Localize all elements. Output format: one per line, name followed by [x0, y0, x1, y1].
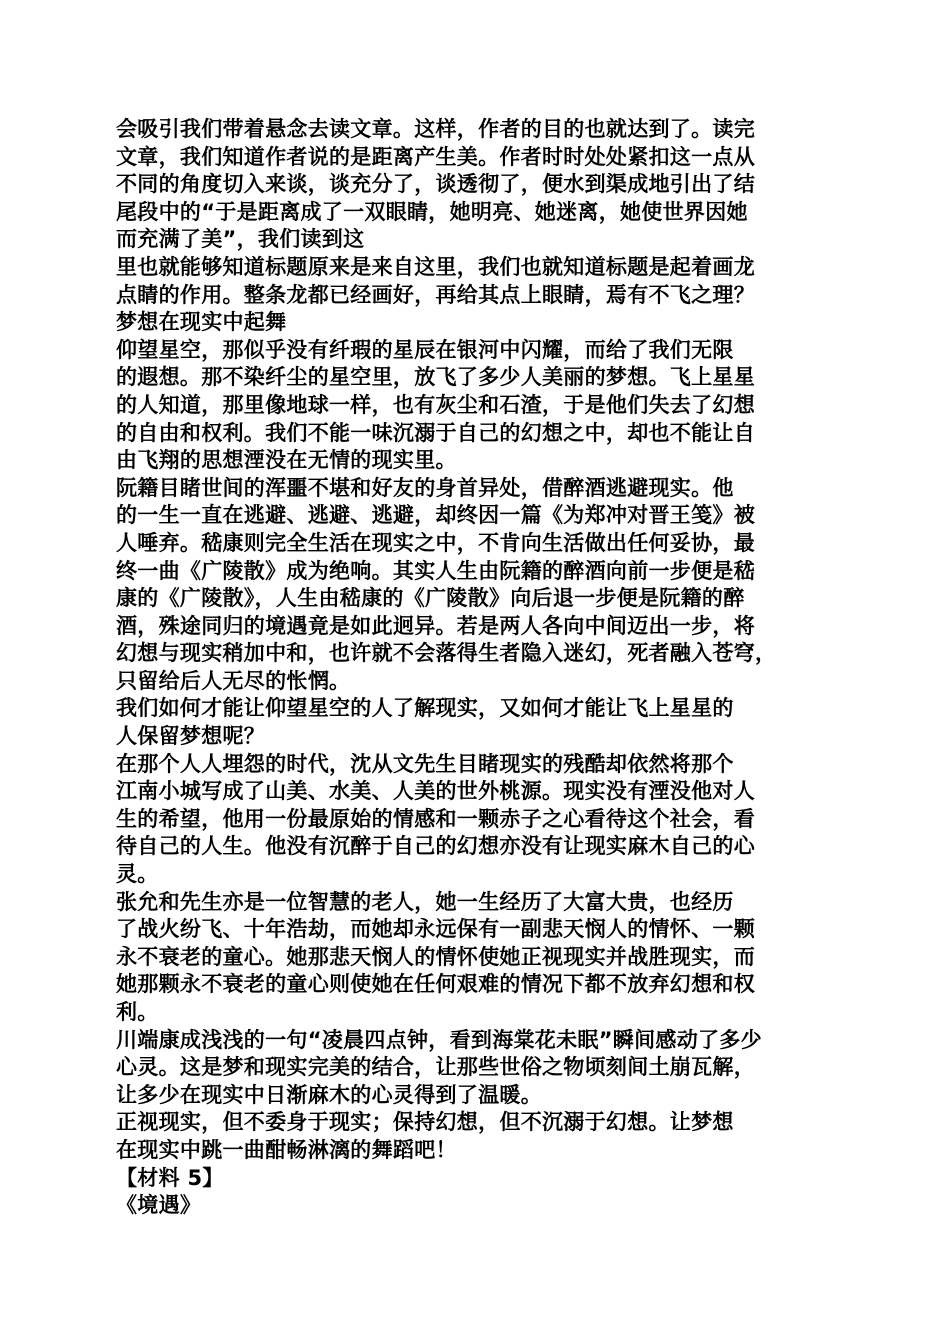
text-line: 的自由和权利。我们不能一味沉溺于自己的幻想之中，却也不能让自: [116, 420, 755, 445]
text-line: 在那个人人埋怨的时代，沈从文先生目睹现实的残酷却依然将那个: [116, 751, 734, 776]
text-line: 终一曲《广陵散》成为绝响。其实人生由阮籍的醉酒向前一步便是嵇: [116, 558, 755, 583]
text-line: 酒，殊途同归的境遇竟是如此迥异。若是两人各向中间迈出一步，将: [116, 613, 755, 638]
section-title: 《境遇》: [116, 1193, 202, 1218]
text-line: 她那颗永不衰老的童心则使她在任何艰难的情况下都不放弃幻想和权: [116, 972, 755, 997]
essay-title: 梦想在现实中起舞: [116, 310, 287, 335]
text-line: 尾段中的“于是距离成了一双眼睛，她明亮、她迷离，她使世界因她: [116, 199, 748, 224]
text-line: 我们如何才能让仰望星空的人了解现实，又如何才能让飞上星星的: [116, 696, 734, 721]
text-line: 阮籍目睹世间的浑噩不堪和好友的身首异处，借醉酒逃避现实。他: [116, 475, 734, 500]
text-line: 人唾弃。嵇康则完全生活在现实之中，不肯向生活做出任何妥协，最: [116, 530, 755, 555]
text-line: 只留给后人无尽的怅惘。: [116, 668, 351, 693]
text-line: 永不衰老的童心。她那悲天悯人的情怀使她正视现实并战胜现实，而: [116, 944, 755, 969]
text-line: 的人知道，那里像地球一样，也有灰尘和石渣，于是他们失去了幻想: [116, 392, 755, 417]
text-line: 在现实中跳一曲酣畅淋漓的舞蹈吧！: [116, 1137, 457, 1162]
text-line: 文章，我们知道作者说的是距离产生美。作者时时处处紧扣这一点从: [116, 144, 755, 169]
text-line: 灵。: [116, 862, 159, 887]
text-line: 待自己的人生。他没有沉醉于自己的幻想亦没有让现实麻木自己的心: [116, 834, 755, 859]
text-line: 利。: [116, 1000, 159, 1024]
text-line: 点睛的作用。整条龙都已经画好，再给其点上眼睛，焉有不飞之理？: [116, 282, 755, 307]
text-line: 而充满了美”，我们读到这: [116, 227, 365, 252]
text-line: 张允和先生亦是一位智慧的老人，她一生经历了大富大贵，也经历: [116, 889, 734, 914]
text-line: 不同的角度切入来谈，谈充分了，谈透彻了，便水到渠成地引出了结: [116, 172, 755, 197]
text-line: 川端康成浅浅的一句“凌晨四点钟，看到海棠花未眠”瞬间感动了多少: [116, 1027, 762, 1052]
document-body: [116, 116, 852, 1220]
text-line: 由飞翔的思想湮没在无情的现实里。: [116, 448, 457, 473]
text-line: 会吸引我们带着悬念去读文章。这样，作者的目的也就达到了。读完: [116, 117, 755, 141]
text-line: 让多少在现实中日渐麻木的心灵得到了温暖。: [116, 1082, 542, 1107]
text-line: 江南小城写成了山美、水美、人美的世外桃源。现实没有湮没他对人: [116, 779, 755, 804]
text-line: 人保留梦想呢？: [116, 724, 266, 749]
text-line: 了战火纷飞、十年浩劫，而她却永远保有一副悲天悯人的情怀、一颗: [116, 917, 755, 942]
text-line: 里也就能够知道标题原来是来自这里，我们也就知道标题是起着画龙: [116, 254, 755, 279]
text-line: 幻想与现实稍加中和，也许就不会落得生者隐入迷幻，死者融入苍穹，: [116, 641, 777, 666]
text-line: 的遐想。那不染纤尘的星空里，放飞了多少人美丽的梦想。飞上星星: [116, 365, 755, 390]
material-heading: 【材料 5】: [116, 1165, 224, 1190]
text-line: 的一生一直在逃避、逃避、逃避，却终因一篇《为郑冲对晋王笺》被: [116, 503, 755, 528]
text-line: 正视现实，但不委身于现实；保持幻想，但不沉溺于幻想。让梦想: [116, 1110, 734, 1135]
text-line: 康的《广陵散》，人生由嵇康的《广陵散》向后退一步便是阮籍的醉: [116, 586, 745, 611]
text-line: 生的希望，他用一份最原始的情感和一颗赤子之心看待这个社会，看: [116, 806, 755, 831]
text-line: 心灵。这是梦和现实完美的结合，让那些世俗之物顷刻间土崩瓦解，: [116, 1055, 755, 1080]
text-line: 仰望星空，那似乎没有纤瑕的星辰在银河中闪耀，而给了我们无限: [116, 337, 734, 362]
